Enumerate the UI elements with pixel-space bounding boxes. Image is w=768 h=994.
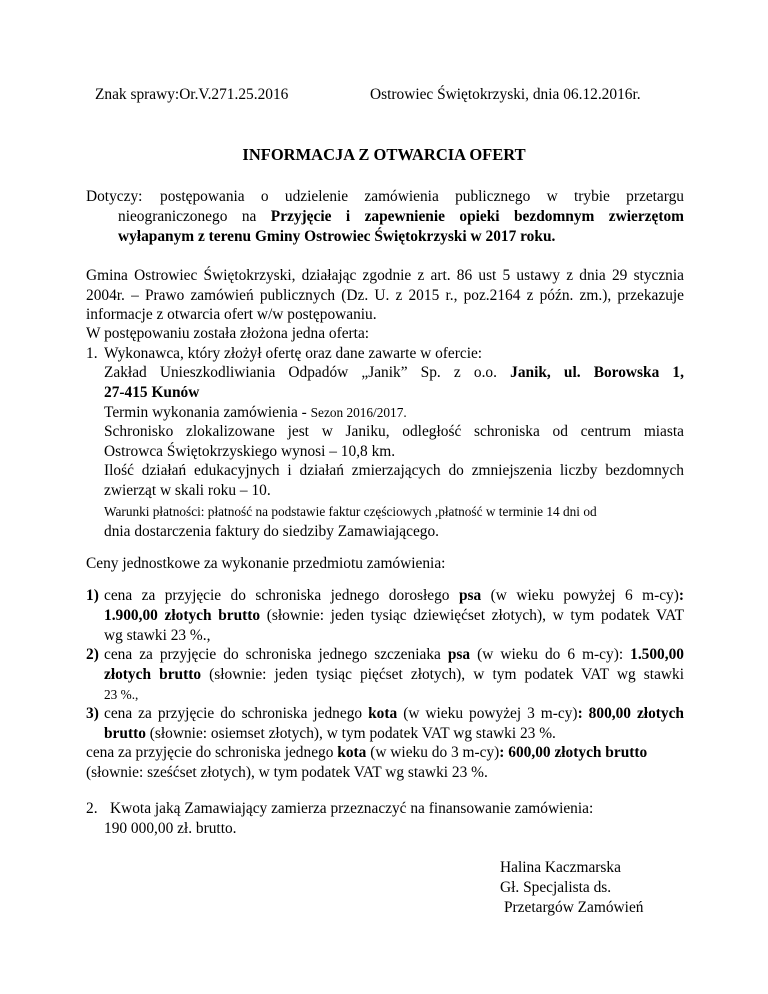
price-2-amount: 1.500,00 (630, 646, 684, 663)
prices-heading: Ceny jednostkowe za wykonanie przedmiotu zamówienia: (86, 555, 446, 572)
shelter-line-2: Ostrowca Świętokrzyskiego wynosi – 10,8 km. (104, 443, 396, 460)
subject-title-part-2: wyłapanym z terenu Gminy Ostrowiec Świętokrzyski w 2017 roku. (118, 228, 556, 245)
subject-line-2 (118, 207, 684, 226)
item-2-text: Kwota jaką Zamawiający zamierza przeznaczyć na finansowanie zamówienia: (110, 800, 594, 817)
price-2-currency: złotych brutto (104, 666, 202, 683)
price-4-words: (słownie: sześćset złotych), w tym podatek VAT wg stawki 23 %. (86, 764, 488, 781)
price-4-line-1 (86, 743, 647, 762)
price-1-animal: psa (458, 587, 482, 604)
item-1-number: 1. (86, 345, 98, 362)
education-line-1: Ilość działań edukacyjnych i działań zmierzających do zmniejszenia liczby bezdomnych (104, 462, 684, 479)
intro-line-1: Gmina Ostrowiec Świętokrzyski, działając zgodnie z art. 86 ust 5 ustawy z dnia 29 stycznia (86, 267, 684, 284)
term-value: Sezon 2016/2017. (310, 405, 407, 420)
price-3-words: (słownie: osiemset złotych), w tym podatek VAT wg stawki 23 %. (149, 725, 556, 742)
payment-line-1: Warunki płatności: płatność na podstawie faktur częściowych ,płatność w terminie 14 dni od (104, 504, 597, 519)
document-title: INFORMACJA Z OTWARCIA OFERT (242, 145, 526, 164)
price-3-line-1 (104, 704, 684, 723)
price-3-text: cena za przyjęcie do schroniska jednego (104, 705, 363, 722)
subject-line-2-plain: nieograniczonego na (118, 208, 257, 225)
budget-amount: 190 000,00 zł. brutto. (104, 820, 237, 837)
subject-title-part-1: Przyjęcie i zapewnienie opieki bezdomnym zwierzętom (270, 208, 684, 225)
case-reference: Znak sprawy:Or.V.271.25.2016 (95, 86, 289, 103)
term-label: Termin wykonania zamówienia - (104, 404, 307, 421)
shelter-line-1: Schronisko zlokalizowane jest w Janiku, odległość schroniska od centrum miasta (104, 423, 684, 440)
price-1-vat: wg stawki 23 %., (104, 627, 211, 644)
price-4-age: (w wieku do 3 m-cy) (370, 744, 500, 761)
price-3-number: 3) (86, 705, 99, 722)
intro-line-4: W postępowaniu została złożona jedna oferta: (86, 325, 370, 342)
price-4-animal: kota (337, 744, 367, 761)
price-1-amount: 1.900,00 złotych brutto (104, 607, 261, 624)
intro-line-2: 2004r. – Prawo zamówień publicznych (Dz. U. z 2015 r., poz.2164 z późn. zm.), przekazuje (86, 287, 684, 304)
price-1-number: 1) (86, 587, 99, 604)
price-2-animal: psa (447, 646, 471, 663)
price-2-line-2 (104, 665, 684, 684)
price-1-line-2 (104, 606, 684, 625)
price-3-line-2 (104, 724, 556, 743)
payment-line-2: dnia dostarczenia faktury do siedziby Zamawiającego. (104, 523, 440, 540)
term-line (104, 403, 407, 422)
price-4-text: cena za przyjęcie do schroniska jednego (86, 744, 334, 761)
contractor-postcode: 27-415 Kunów (104, 384, 200, 401)
price-2-age: (w wieku do 6 m-cy): (477, 646, 624, 663)
price-3-age: (w wieku powyżej 3 m-cy) (403, 705, 578, 722)
contractor-line (104, 363, 684, 382)
intro-line-3: informacje z otwarcia ofert w/w postępowaniu. (86, 306, 377, 323)
contractor-address: Janik, ul. Borowska 1, (510, 364, 684, 381)
price-1-text: cena za przyjęcie do schroniska jednego dorosłego (104, 587, 450, 604)
item-1-heading: Wykonawca, który złożył ofertę oraz dane zawarte w ofercie: (104, 345, 483, 362)
item-2-number: 2. (86, 800, 98, 817)
signatory-role-2: Przetargów Zamówień (504, 899, 644, 916)
signatory-name: Halina Kaczmarska (500, 859, 621, 876)
price-2-line-1 (104, 645, 684, 664)
subject-label: Dotyczy: (86, 188, 143, 205)
education-line-2: zwierząt w skali roku – 10. (104, 482, 271, 499)
contractor-name: Zakład Unieszkodliwiania Odpadów „Janik” Sp. z o.o. (104, 364, 497, 381)
price-1-colon: : (678, 587, 685, 604)
price-2-words: (słownie: jeden tysiąc pięćset złotych), w tym podatek VAT wg stawki (209, 666, 684, 683)
signatory-role-1: Gł. Specjalista ds. (500, 879, 612, 896)
price-1-age: (w wieku powyżej 6 m-cy) (490, 587, 679, 604)
price-2-vat: 23 %., (104, 687, 139, 702)
subject-line-1: postępowania o udzielenie zamówienia publicznego w trybie przetargu (160, 188, 684, 205)
place-date: Ostrowiec Świętokrzyski, dnia 06.12.2016r. (370, 86, 641, 103)
price-4-amount: : 600,00 złotych brutto (499, 744, 648, 761)
price-2-text: cena za przyjęcie do schroniska jednego szczeniaka (104, 646, 441, 663)
price-1-line-1 (104, 586, 684, 605)
price-1-words: (słownie: jeden tysiąc dziewięćset złotych), w tym podatek VAT (266, 607, 684, 624)
price-3-animal: kota (368, 705, 398, 722)
price-2-number: 2) (86, 646, 99, 663)
price-3-amount: : 800,00 złotych (577, 705, 684, 722)
price-3-currency: brutto (104, 725, 146, 742)
